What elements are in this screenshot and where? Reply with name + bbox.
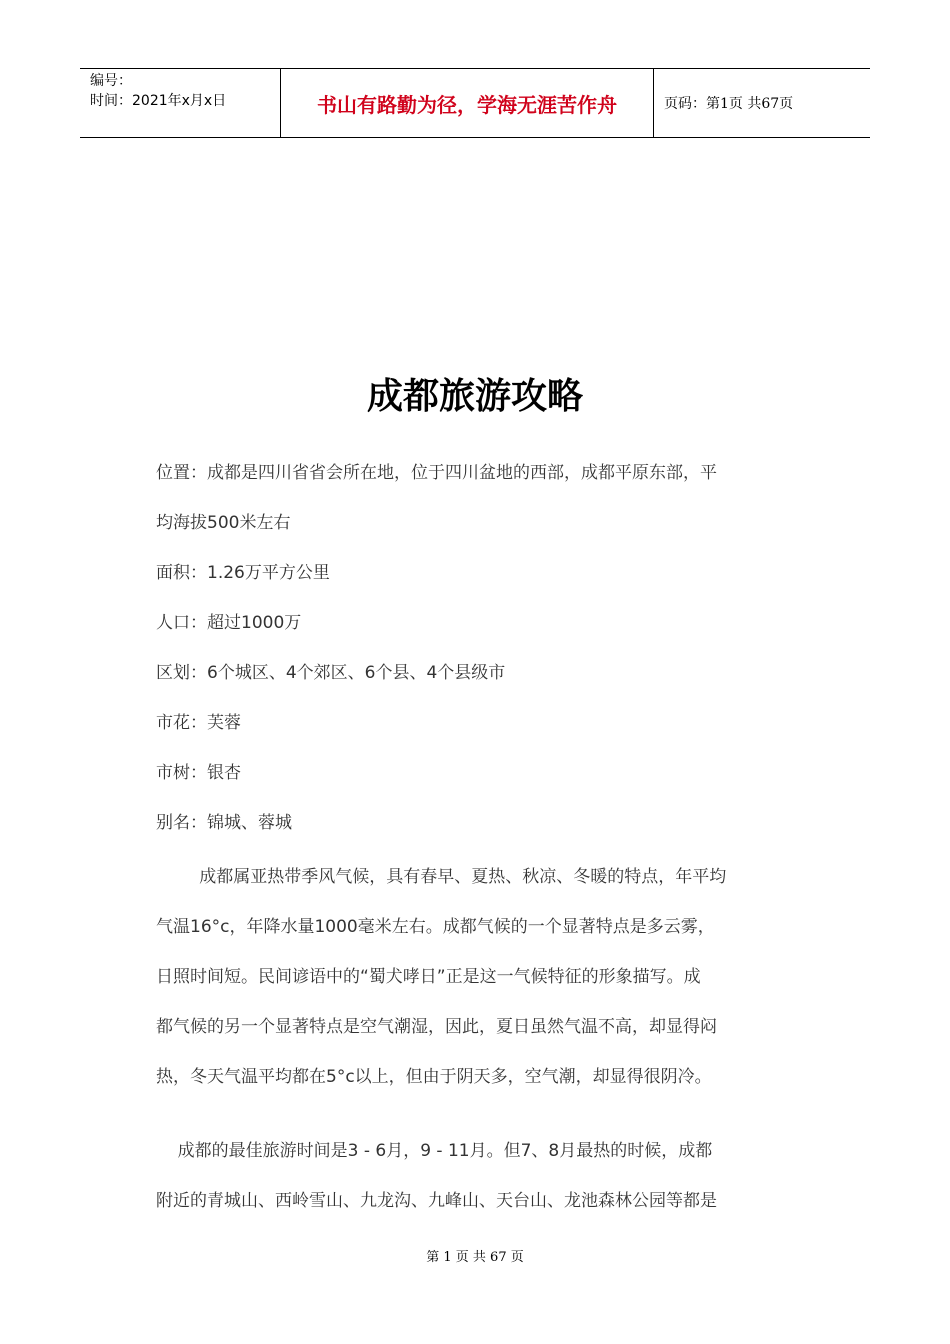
header-meta (80, 69, 281, 137)
climate-paragraph (156, 852, 806, 1102)
page-header (80, 68, 870, 138)
header-motto: 书山有路勤为径，学海无涯苦作舟 (281, 69, 654, 137)
number-label: 编号： (90, 73, 132, 89)
header-page-info: 页码：第1页 共67页 (664, 96, 794, 112)
info-line: 市花：芙蓉 (156, 713, 241, 733)
travel-time-paragraph (156, 1126, 806, 1226)
city-info (156, 448, 806, 848)
paragraph-line: 日照时间短。民间谚语中的“蜀犬哮日”正是这一气候特征的形象描写。成 (156, 967, 701, 987)
time-label: 时间：2021年x月x日 (90, 93, 227, 109)
info-line: 区划：6个城区、4个郊区、6个县、4个县级市 (156, 663, 506, 683)
paragraph-line: 成都的最佳旅游时间是3 - 6月，9 - 11月。但7、8月最热的时候，成都 (156, 1141, 713, 1161)
document-title: 成都旅游攻略 (366, 375, 583, 417)
info-line: 位置：成都是四川省省会所在地，位于四川盆地的西部，成都平原东部，平 (156, 463, 717, 483)
paragraph-line: 附近的青城山、西岭雪山、九龙沟、九峰山、天台山、龙池森林公园等都是 (156, 1191, 717, 1211)
info-line: 面积：1.26万平方公里 (156, 563, 330, 583)
info-line: 别名：锦城、蓉城 (156, 813, 292, 833)
paragraph-line: 气温16°c，年降水量1000毫米左右。成都气候的一个显著特点是多云雾， (156, 917, 715, 937)
info-line: 市树：银杏 (156, 763, 241, 783)
info-line: 人口：超过1000万 (156, 613, 302, 633)
paragraph-line: 热，冬天气温平均都在5°c以上，但由于阴天多，空气潮，却显得很阴冷。 (156, 1067, 712, 1087)
info-line: 均海拔500米左右 (156, 513, 291, 533)
page-footer: 第 1 页 共 67 页 (426, 1250, 524, 1265)
paragraph-line: 成都属亚热带季风气候，具有春早、夏热、秋凉、冬暖的特点，年平均 (156, 867, 727, 887)
paragraph-line: 都气候的另一个显著特点是空气潮湿，因此，夏日虽然气温不高，却显得闷 (156, 1017, 717, 1037)
